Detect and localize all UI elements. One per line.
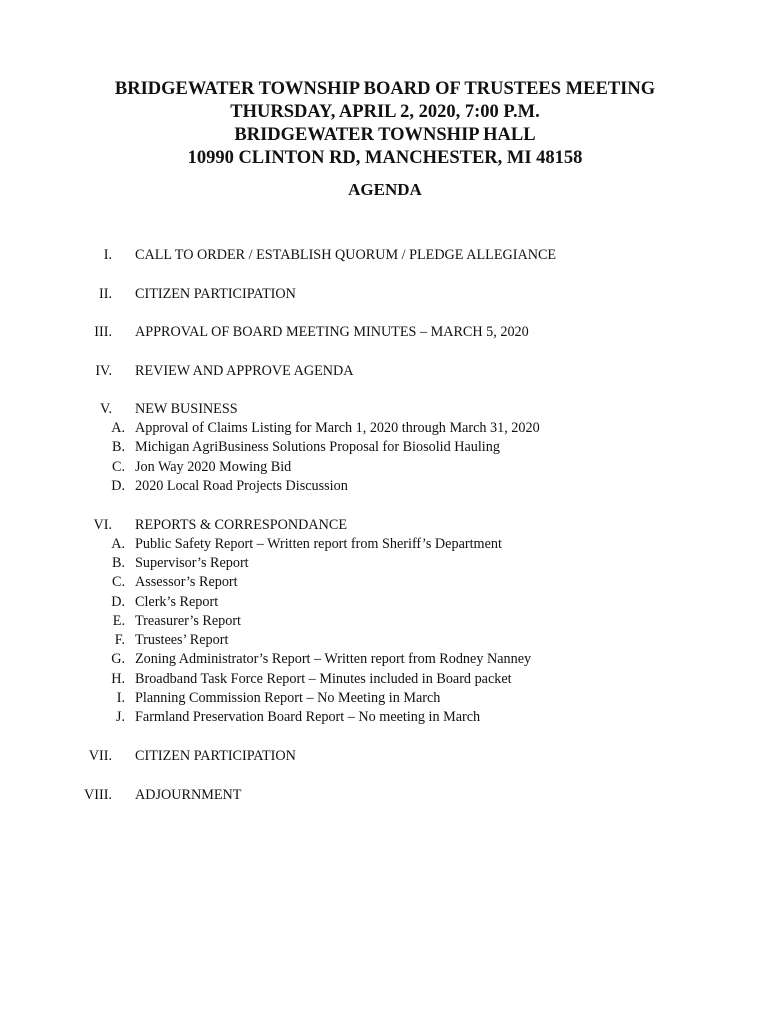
section-title: CITIZEN PARTICIPATION: [135, 748, 296, 765]
section-numeral: II.: [99, 285, 112, 302]
subitem-letter: B.: [111, 554, 125, 571]
subitem-text: Assessor’s Report: [135, 574, 238, 591]
subitem-letter: H.: [111, 670, 125, 687]
subitem-text: Clerk’s Report: [135, 593, 219, 610]
subitem-text: Treasurer’s Report: [135, 612, 241, 629]
subitem-letter: E.: [112, 612, 125, 629]
agenda-section: [0, 362, 770, 381]
subitem-letter: A.: [111, 535, 125, 552]
section-numeral: IV.: [95, 362, 112, 379]
agenda-subitem: [0, 477, 770, 496]
section-title: ADJOURNMENT: [135, 786, 242, 803]
section-numeral: VIII.: [84, 786, 112, 803]
section-title: NEW BUSINESS: [135, 401, 238, 417]
subitem-letter: D.: [111, 477, 125, 494]
section-numeral: VI.: [93, 516, 112, 533]
subitem-text: Jon Way 2020 Mowing Bid: [135, 458, 292, 475]
subitem-letter: D.: [111, 593, 125, 610]
subitem-letter: J.: [115, 709, 125, 726]
section-numeral: I.: [103, 247, 112, 263]
subitem-letter: C.: [111, 574, 125, 591]
subitem-letter: I.: [116, 690, 125, 707]
agenda-section: [0, 516, 770, 535]
agenda-subitem: [0, 612, 770, 631]
subitem-letter: A.: [111, 420, 125, 436]
subitem-text: Supervisor’s Report: [135, 554, 249, 571]
agenda-list: [0, 246, 770, 805]
header-venue: BRIDGEWATER TOWNSHIP HALL: [234, 125, 536, 145]
section-numeral: III.: [94, 324, 112, 340]
agenda-subitem: [0, 670, 770, 689]
agenda-subitem: [0, 631, 770, 650]
section-title: CITIZEN PARTICIPATION: [135, 285, 296, 302]
agenda-subitem: [0, 458, 770, 477]
agenda-section: [0, 747, 770, 766]
subitem-text: Trustees’ Report: [135, 632, 229, 649]
subitem-text: Michigan AgriBusiness Solutions Proposal for Biosolid Hauling: [135, 439, 500, 456]
section-numeral: VII.: [88, 748, 112, 765]
subitem-text: Farmland Preservation Board Report – No meeting in March: [135, 709, 481, 726]
agenda-section: [0, 400, 770, 419]
agenda-subitem: [0, 708, 770, 727]
subitem-text: Broadband Task Force Report – Minutes included in Board packet: [135, 670, 512, 687]
section-title: APPROVAL OF BOARD MEETING MINUTES – MARCH 5, 2020: [135, 324, 529, 340]
subitem-text: Public Safety Report – Written report from Sheriff’s Department: [135, 535, 502, 552]
section-title: REVIEW AND APPROVE AGENDA: [135, 362, 354, 379]
subitem-letter: C.: [111, 458, 125, 475]
subitem-letter: B.: [111, 439, 125, 456]
subitem-text: Planning Commission Report – No Meeting in March: [135, 690, 441, 707]
header-title: BRIDGEWATER TOWNSHIP BOARD OF TRUSTEES MEETING: [114, 79, 656, 99]
agenda-subitem: [0, 593, 770, 612]
agenda-subitem: [0, 573, 770, 592]
agenda-subitem: [0, 689, 770, 708]
agenda-section: [0, 786, 770, 805]
agenda-heading: AGENDA: [348, 180, 422, 199]
agenda-section: [0, 246, 770, 265]
agenda-subitem: [0, 650, 770, 669]
agenda-section: [0, 285, 770, 304]
meeting-header: [0, 78, 770, 170]
agenda-section: [0, 323, 770, 342]
section-numeral: V.: [100, 401, 112, 417]
subitem-text: Zoning Administrator’s Report – Written report from Rodney Nanney: [135, 651, 532, 668]
section-title: REPORTS & CORRESPONDANCE: [135, 516, 348, 533]
agenda-subitem: [0, 554, 770, 573]
agenda-subitem: [0, 535, 770, 554]
subitem-letter: F.: [114, 632, 125, 649]
header-date-time: THURSDAY, APRIL 2, 2020, 7:00 P.M.: [230, 102, 540, 122]
agenda-subitem: [0, 438, 770, 457]
subitem-letter: G.: [111, 651, 125, 668]
section-title: CALL TO ORDER / ESTABLISH QUORUM / PLEDGE ALLEGIANCE: [135, 247, 557, 263]
agenda-subitem: [0, 419, 770, 438]
header-address: 10990 CLINTON RD, MANCHESTER, MI 48158: [187, 148, 583, 168]
subitem-text: Approval of Claims Listing for March 1, 2020 through March 31, 2020: [135, 420, 540, 436]
subitem-text: 2020 Local Road Projects Discussion: [135, 477, 348, 494]
